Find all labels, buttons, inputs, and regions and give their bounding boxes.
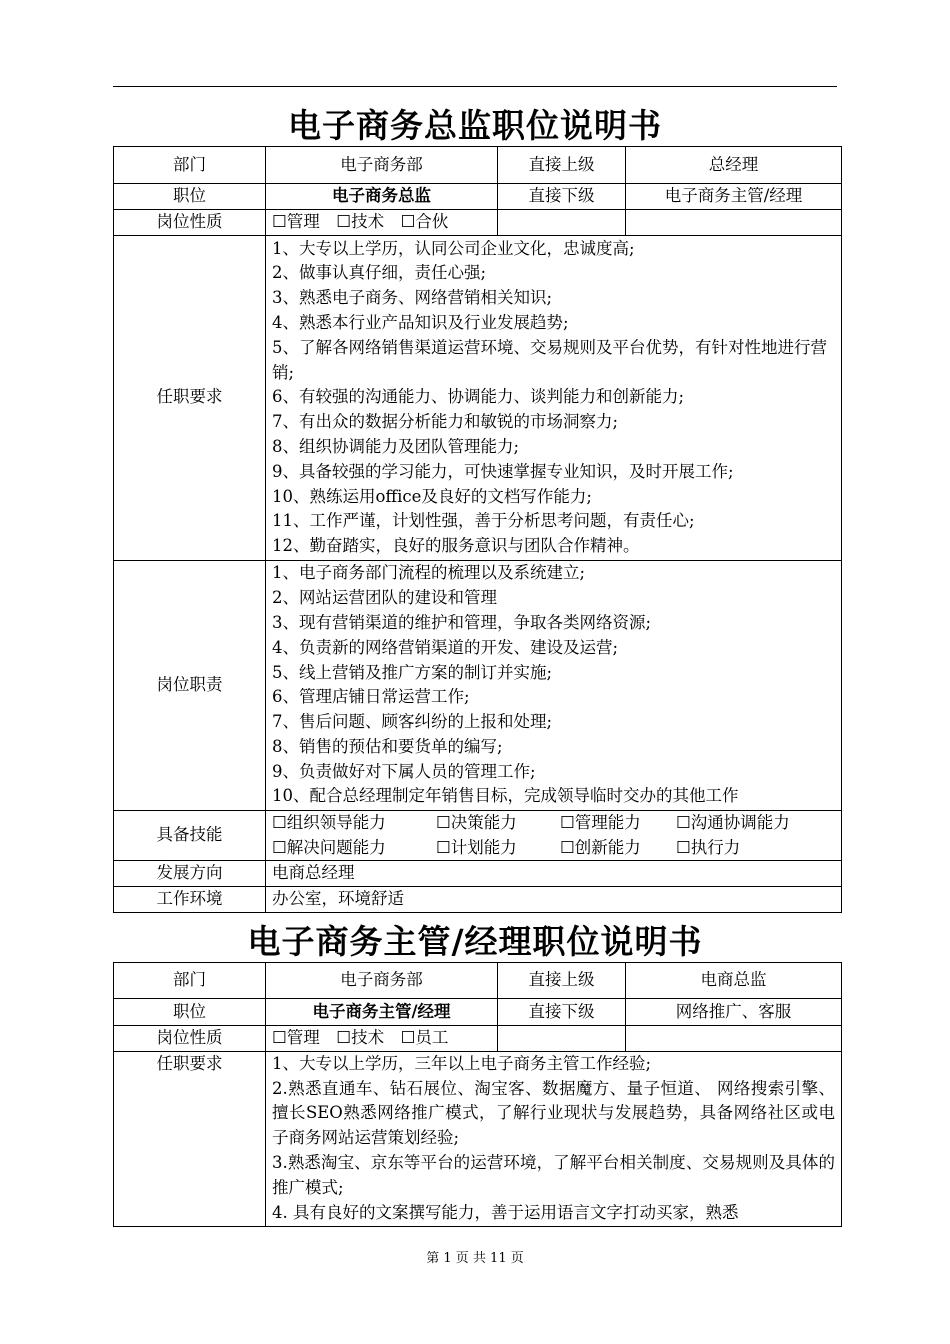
requirements-list (266, 1051, 842, 1226)
subordinate-value: 网络推广、客服 (626, 999, 842, 1026)
requirements-label: 任职要求 (114, 235, 266, 560)
nature-options: ☐管理 ☐技术 ☐员工 (266, 1026, 498, 1052)
duties-list (266, 560, 842, 810)
empty-cell (498, 1026, 626, 1052)
list-item: 3、熟悉电子商务、网络营销相关知识; (272, 288, 553, 308)
dept-value: 电子商务部 (266, 147, 498, 184)
list-item: 9、负责做好对下属人员的管理工作; (272, 761, 536, 781)
list-item: 5、了解各网络销售渠道运营环境、交易规则及平台优势，有针对性地进行营销; (272, 337, 827, 382)
skill-option: ☐创新能力 (560, 837, 641, 857)
nature-label: 岗位性质 (114, 1026, 266, 1052)
superior-label: 直接上级 (498, 963, 626, 999)
list-item: 4、熟悉本行业产品知识及行业发展趋势; (272, 313, 569, 332)
skill-option: ☐执行力 (676, 837, 741, 857)
list-item: 10、熟练运用office及良好的文档写作能力; (272, 486, 592, 506)
empty-cell (626, 1026, 842, 1052)
list-item: 11、工作严谨，计划性强，善于分析思考问题，有责任心; (272, 511, 695, 531)
list-item: 8、组织协调能力及团队管理能力; (272, 436, 520, 456)
list-item: 3、现有营销渠道的维护和管理，争取各类网络资源; (272, 612, 652, 632)
skill-option: ☐计划能力 (436, 837, 517, 857)
list-item: 4. 具有良好的文案撰写能力，善于运用语言文字打动买家，熟悉 (272, 1202, 739, 1222)
list-item: 1、大专以上学历，认同公司企业文化，忠诚度高; (272, 238, 635, 258)
skills-label: 具备技能 (114, 810, 266, 861)
position-label: 职位 (114, 184, 266, 210)
page-footer: 第 1 页 共 11 页 (426, 1251, 524, 1266)
superior-label: 直接上级 (498, 147, 626, 184)
doc2-title: 电子商务主管/经理职位说明书 (247, 922, 703, 961)
list-item: 8、销售的预估和要货单的编写; (272, 736, 503, 756)
environment-label: 工作环境 (114, 887, 266, 913)
duties-label: 岗位职责 (114, 560, 266, 810)
requirements-label: 任职要求 (114, 1051, 266, 1226)
nature-options: ☐管理 ☐技术 ☐合伙 (266, 210, 498, 236)
environment-value: 办公室，环境舒适 (266, 887, 842, 913)
position-value: 电子商务主管/经理 (266, 999, 498, 1026)
doc1-title: 电子商务总监职位说明书 (288, 106, 662, 145)
dept-value: 电子商务部 (266, 963, 498, 999)
list-item: 7、售后问题、顾客纠纷的上报和处理; (272, 712, 553, 732)
subordinate-value: 电子商务主管/经理 (626, 184, 842, 210)
list-item: 9、具备较强的学习能力，可快速掌握专业知识，及时开展工作; (272, 461, 734, 481)
doc2-table (113, 962, 842, 1227)
list-item: 6、有较强的沟通能力、协调能力、谈判能力和创新能力; (272, 387, 685, 407)
list-item: 2、做事认真仔细，责任心强; (272, 263, 487, 283)
position-value: 电子商务总监 (266, 184, 498, 210)
position-label: 职位 (114, 999, 266, 1026)
subordinate-label: 直接下级 (498, 999, 626, 1026)
list-item: 10、配合总经理制定年销售目标，完成领导临时交办的其他工作 (272, 786, 739, 806)
list-item: 1、电子商务部门流程的梳理以及系统建立; (272, 563, 586, 583)
dept-label: 部门 (114, 147, 266, 184)
nature-label: 岗位性质 (114, 210, 266, 236)
development-value: 电商总经理 (266, 861, 842, 887)
list-item: 7、有出众的数据分析能力和敏锐的市场洞察力; (272, 412, 619, 432)
list-item: 2.熟悉直通车、钻石展位、淘宝客、数据魔方、量子恒道、 网络搜索引擎、擅长SEO熟悉网络推广模式，了解行业现状与发展趋势，具备网络社区或电子商务网站运营策划经验; (272, 1078, 835, 1148)
skill-option: ☐组织领导能力 (272, 812, 386, 832)
dept-label: 部门 (114, 963, 266, 999)
list-item: 12、勤奋踏实，良好的服务意识与团队合作精神。 (272, 536, 640, 556)
empty-cell (626, 210, 842, 236)
list-item: 1、大专以上学历，三年以上电子商务主管工作经验; (272, 1053, 652, 1073)
list-item: 3.熟悉淘宝、京东等平台的运营环境，了解平台相关制度、交易规则及具体的推广模式; (272, 1152, 835, 1197)
header-rule (113, 86, 837, 87)
list-item: 6、管理店铺日常运营工作; (272, 687, 470, 707)
empty-cell (498, 210, 626, 236)
skill-option: ☐沟通协调能力 (676, 812, 790, 832)
doc1-table (113, 146, 842, 913)
skill-option: ☐决策能力 (436, 812, 517, 832)
subordinate-label: 直接下级 (498, 184, 626, 210)
list-item: 5、线上营销及推广方案的制订并实施; (272, 662, 553, 682)
superior-value: 总经理 (626, 147, 842, 184)
list-item: 4、负责新的网络营销渠道的开发、建设及运营; (272, 637, 619, 657)
skill-option: ☐解决问题能力 (272, 837, 386, 857)
skills-options (266, 810, 842, 861)
requirements-list (266, 235, 842, 560)
superior-value: 电商总监 (626, 963, 842, 999)
development-label: 发展方向 (114, 861, 266, 887)
list-item: 2、网站运营团队的建设和管理 (272, 588, 497, 608)
skill-option: ☐管理能力 (560, 812, 641, 832)
